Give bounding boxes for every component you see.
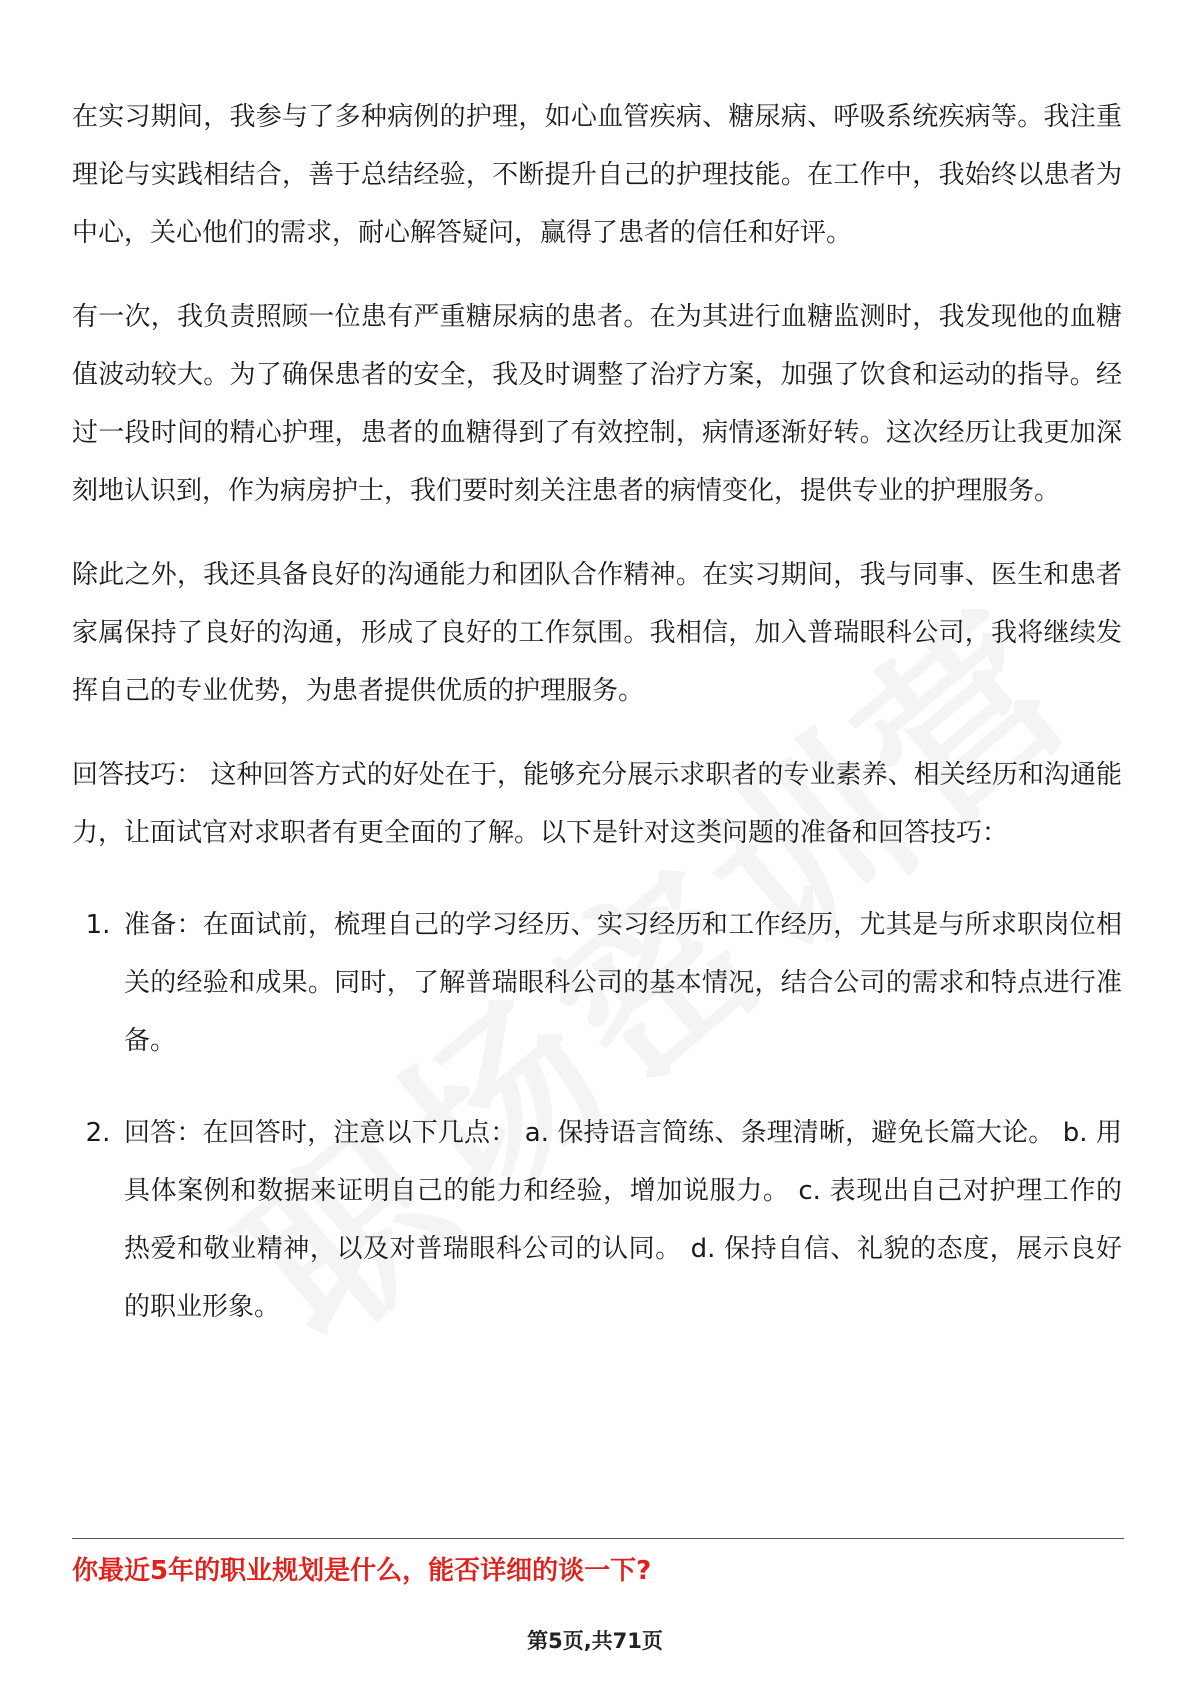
list-number: 2.	[85, 1118, 111, 1148]
document-body	[72, 88, 1122, 1370]
list-number: 1.	[85, 910, 111, 940]
paragraph-communication: 除此之外，我还具备良好的沟通能力和团队合作精神。在实习期间，我与同事、医生和患者家属保持了良好的沟通，形成了良好的工作氛围。我相信，加入普瑞眼科公司，我将继续发挥自己的专业优势，为患者提供优质的护理服务。	[72, 560, 1122, 706]
section-divider	[72, 1538, 1124, 1539]
paragraph-internship: 在实习期间，我参与了多种病例的护理，如心血管疾病、糖尿病、呼吸系统疾病等。我注重理论与实践相结合，善于总结经验，不断提升自己的护理技能。在工作中，我始终以患者为中心，关心他们的需求，耐心解答疑问，赢得了患者的信任和好评。	[72, 102, 1122, 248]
list-item-text: 回答：在回答时，注意以下几点： a. 保持语言简练、条理清晰，避免长篇大论。 b. 用具体案例和数据来证明自己的能力和经验，增加说服力。 c. 表现出自己对护理工作的热爱和敬业精神，以及对普瑞眼科公司的认同。 d. 保持自信、礼貌的态度，展示良好的职业形象。	[124, 1118, 1122, 1322]
list-item	[72, 896, 1122, 1070]
list-item-text: 准备：在面试前，梳理自己的学习经历、实习经历和工作经历，尤其是与所求职岗位相关的经验和成果。同时，了解普瑞眼科公司的基本情况，结合公司的需求和特点进行准备。	[124, 910, 1122, 1056]
paragraph-case-story: 有一次，我负责照顾一位患有严重糖尿病的患者。在为其进行血糖监测时，我发现他的血糖值波动较大。为了确保患者的安全，我及时调整了治疗方案，加强了饮食和运动的指导。经过一段时间的精心护理，患者的血糖得到了有效控制，病情逐渐好转。这次经历让我更加深刻地认识到，作为病房护士，我们要时刻关注患者的病情变化，提供专业的护理服务。	[72, 302, 1122, 506]
next-question-heading: 你最近5年的职业规划是什么，能否详细的谈一下?	[72, 1556, 652, 1586]
tips-list	[72, 896, 1122, 1336]
page-footer: 第5页,共71页	[527, 1629, 663, 1653]
list-item	[72, 1104, 1122, 1336]
paragraph-answer-tips: 回答技巧： 这种回答方式的好处在于，能够充分展示求职者的专业素养、相关经历和沟通能力，让面试官对求职者有更全面的了解。以下是针对这类问题的准备和回答技巧：	[72, 760, 1122, 848]
